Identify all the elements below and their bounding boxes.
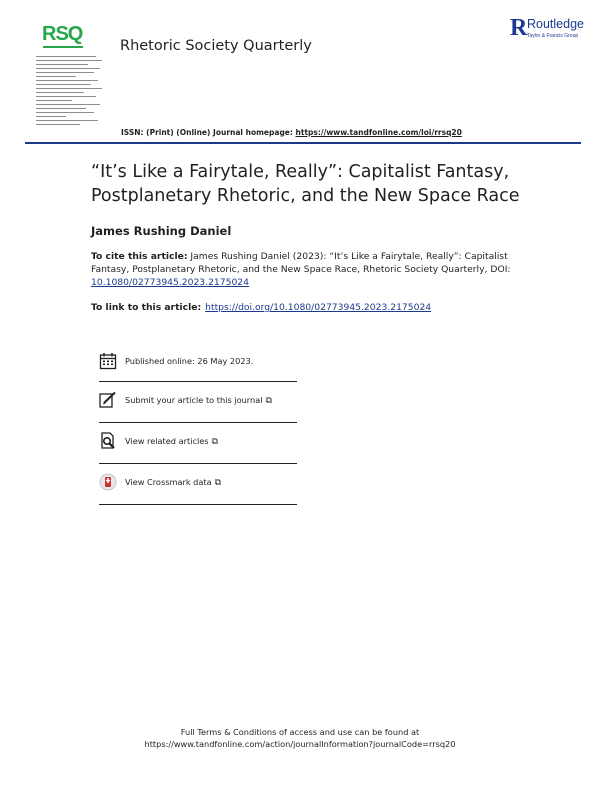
journal-cover-thumbnail[interactable] (33, 20, 107, 133)
citation-label: To cite this article: (91, 251, 188, 262)
routledge-r-icon: R (510, 15, 528, 41)
terms-footer-line: Full Terms & Conditions of access and use can be found at (180, 727, 420, 737)
cover-logo-underline (43, 46, 83, 48)
article-author: James Rushing Daniel (91, 224, 232, 238)
divider (99, 381, 297, 382)
citation-doi-link[interactable]: 10.1080/02773945.2023.2175024 (91, 277, 249, 288)
publisher-tagline: Taylor & Francis Group (527, 33, 579, 39)
link-label: To link to this article: (91, 302, 202, 313)
submit-article-row[interactable] (99, 389, 297, 429)
related-articles-link[interactable] (125, 436, 218, 447)
article-link-line (91, 302, 431, 313)
submit-article-link[interactable] (125, 395, 272, 406)
related-articles-icon (99, 432, 117, 450)
external-link-icon: ⧉ (214, 478, 222, 488)
article-title: “It’s Like a Fairytale, Really”: Capitalist Fantasy, Postplanetary Rhetoric, and the New Space Race (91, 162, 520, 206)
crossmark-label: View Crossmark data (125, 477, 212, 487)
journal-homepage-link[interactable]: https://www.tandfonline.com/loi/rrsq20 (295, 128, 462, 137)
external-link-icon: ⧉ (265, 396, 272, 406)
routledge-logo (510, 15, 590, 47)
external-link-icon: ⧉ (211, 437, 218, 447)
rsq-logo: RSQ (42, 23, 83, 45)
cover-text-lines (36, 56, 104, 128)
crossmark-row[interactable] (99, 471, 297, 511)
header-divider (25, 142, 581, 144)
crossmark-link[interactable] (125, 477, 221, 488)
article-doi-url[interactable]: https://doi.org/10.1080/02773945.2023.2175024 (205, 302, 432, 313)
issn-prefix: ISSN: (Print) (Online) Journal homepage: (121, 128, 296, 137)
publisher-name: Routledge (527, 17, 584, 31)
submit-article-label: Submit your article to this journal (125, 395, 263, 405)
crossmark-icon (99, 473, 117, 491)
citation-block (91, 250, 521, 289)
related-articles-label: View related articles (125, 436, 209, 446)
related-articles-row[interactable] (99, 430, 297, 470)
journal-name: Rhetoric Society Quarterly (120, 38, 312, 54)
divider (99, 422, 297, 423)
issn-journal-homepage (121, 128, 462, 137)
published-online-row (99, 350, 297, 390)
divider (99, 504, 297, 505)
terms-footer (0, 726, 600, 750)
journal-information-link[interactable]: https://www.tandfonline.com/action/journalInformation?journalCode=rrsq20 (144, 739, 456, 749)
published-online-label: Published online: 26 May 2023. (125, 356, 254, 366)
citation-text: James Rushing Daniel (2023): “It’s Like a Fairytale, Really”: Capitalist Fantasy, Postplanetary Rhetoric, and the New Space Race, Rhetoric Society Quarterly, DOI: (91, 251, 511, 275)
divider (99, 463, 297, 464)
submit-icon (99, 391, 117, 409)
calendar-icon (99, 352, 117, 370)
